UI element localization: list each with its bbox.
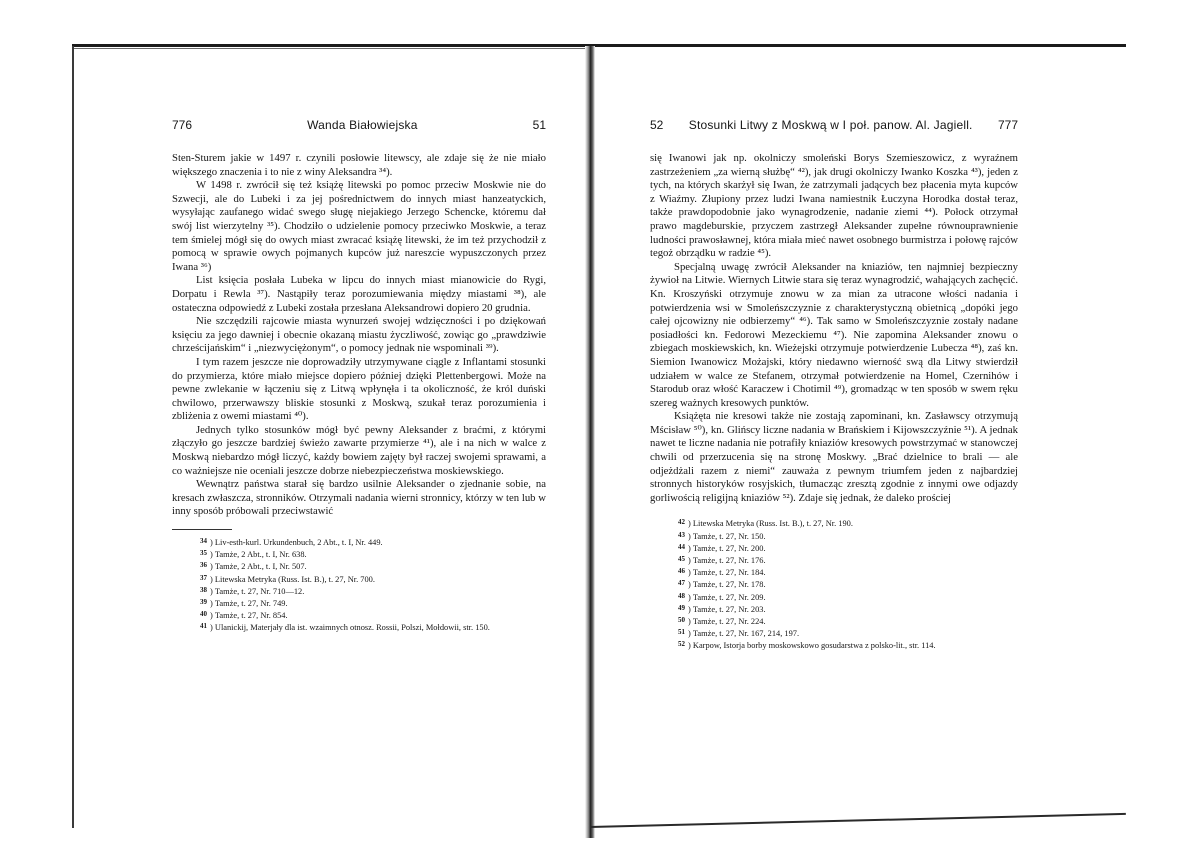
paragraph: List księcia posłała Lubeka w lipcu do innych miast mianowicie do Rygi, Dorpatu i Rewla ³⁷). Nastąpiły teraz porozumiewania między miastami ³⁸), ale ostateczna odpowiedź z Lubeki została przesłana Aleksandrowi dopiero 20 grudnia. [172,274,546,314]
right-body-text [650,152,1018,505]
left-page-edge [72,46,74,828]
paragraph: Książęta nie kresowi także nie zostają zapominani, kn. Zasławscy otrzymują Mścisław ⁵⁰), kn. Glińscy liczne nadania w Brańskiem i Kijowszczyźnie ⁵¹). A jednak nawet te liczne nadania nie potrafiły kniaziów kresowych powstrzymać w stanowczej chwili od przerzucenia się na stronę Moskwy. „Brać dzielnice to brali — ale odjeżdżali razem z niemi“ zauważa z pewnym triumfem jeden z najbardziej stronnych historyków rosyjskich, tłumacząc zresztą zgodnie z innymi owe odjazdy gorliwością religijną kniaziów ⁵²). Zdaje się jednak, że daleko prościej [650,410,1018,504]
paragraph: Nie szczędzili rajcowie miasta wynurzeń swojej wdzięczności i po dziękowań księciu za jego dawniej i obecnie okazaną miastu życzliwość, zowiąc go „prawdziwie chrześcijańskim“ i „niezwyciężonym“, o pomocy jednak nie wspominali ³⁹). [172,315,546,355]
footnote: $^{34}$ ) Liv-esth-kurl. Urkundenbuch, 2 Abt., t. I, Nr. 449. [200,537,383,548]
footnote: $^{38}$ ) Tamże, t. 27, Nr. 710—12. [200,585,305,596]
right-footnotes [650,517,1018,651]
footnote: $^{41}$ ) Ulanickij, Materjały dla ist. wzaimnych otnosz. Rossii, Polszi, Mołdowii, str. 150. [200,622,490,633]
footnote: $^{51}$ ) Tamże, t. 27, Nr. 167, 214, 197. [678,628,800,639]
left-running-head [172,118,546,138]
footnote: $^{37}$ ) Litewska Metryka (Russ. Ist. B.), t. 27, Nr. 700. [200,573,375,584]
paragraph: Wewnątrz państwa starał się bardzo usilnie Aleksander o zjednanie sobie, na kresach zwłaszcza, stronników. Otrzymali nadania wierni stronnicy, którzy w ten lub w inny sposób próbowali przeciwstawić [172,478,546,518]
footnote: $^{52}$ ) Karpow, Istorja borby moskowskowo gosudarstwa z polsko-lit., str. 114. [678,640,936,651]
footnote: $^{46}$ ) Tamże, t. 27, Nr. 184. [678,567,766,578]
footnote: $^{47}$ ) Tamże, t. 27, Nr. 178. [678,579,766,590]
left-page [172,118,546,634]
spread-top-edge-shadow [72,48,592,49]
paragraph: Jednych tylko stosunków mógł być pewny Aleksander z braćmi, z którymi złączyło go jeszcze bardziej świeżo zawarte przymierze ⁴¹), ale i na nich w walce z Moskwą niebardzo mógł liczyć, każdy bowiem zajęty był raczej swojemi sprawami, a co ważniejsze nie oceniali jeszcze dobrze niebezpieczeństwa moskiewskiego. [172,423,546,477]
spread-top-edge [72,44,1126,47]
paragraph: Sten-Sturem jakie w 1497 r. czynili posłowie litewscy, ale zdaje się że nie miało większego znaczenia i to nie z winy Aleksandra ³⁴). [172,152,546,178]
left-page-number: 776 [172,118,193,132]
footnote: $^{43}$ ) Tamże, t. 27, Nr. 150. [678,530,766,541]
left-footnotes [172,536,546,634]
left-section-number: 51 [532,118,546,132]
footnote: $^{40}$ ) Tamże, t. 27, Nr. 854. [200,610,288,621]
footnote-rule [172,529,232,530]
left-running-title: Wanda Białowiejska [307,118,418,132]
footnote: $^{49}$ ) Tamże, t. 27, Nr. 203. [678,603,766,614]
footnote: $^{48}$ ) Tamże, t. 27, Nr. 209. [678,591,766,602]
right-page-number: 777 [997,118,1018,132]
book-gutter [585,46,595,838]
paragraph: Specjalną uwagę zwrócił Aleksander na kniaziów, ten najmniej bezpieczny żywioł na Litwie. Wiernych Litwie stara się teraz wynagrodzić, wahających zachęcić. Kn. Kroszyński otrzymuje znowu w za mian za utracone włości nadania i potwierdzenia wsi w Smoleńszczyznie z charakterystyczną obietnicą „dopóki jego całej ojcowizny nie odbierzemy“ ⁴⁶). Tak samo w Smoleńszczyznie zostały nadane posiadłości kn. Fedorowi Mezeckiemu ⁴⁷). Nie zapomina Aleksander znowu o zbiegach moskiewskich, kn. Wieżejski otrzymuje potwierdzenie Lubecza ⁴⁸), zaś kn. Siemion Iwanowicz Możajski, który niedawno wierność swą dla Litwy stwierdził udziałem w walce ze Stefanem, otrzymał potwierdzenie na Homel, Czernihów i Starodub oraz włość Karaczew i Chotimil ⁴⁹), gromadząc w ten sposób w swem ręku szereg ważnych kresowych punktów. [650,260,1018,409]
right-running-head [650,118,1018,138]
footnote: $^{42}$ ) Litewska Metryka (Russ. Ist. B.), t. 27, Nr. 190. [678,518,853,529]
right-section-number: 52 [650,118,664,132]
footnote: $^{50}$ ) Tamże, t. 27, Nr. 224. [678,616,766,627]
footnote: $^{35}$ ) Tamże, 2 Abt., t. I, Nr. 638. [200,549,307,560]
footnote: $^{44}$ ) Tamże, t. 27, Nr. 200. [678,542,766,553]
paragraph: I tym razem jeszcze nie doprowadziły utrzymywane ciągle z Inflantami stosunki do przymierza, które miało miejsce dopiero później dzięki Plettenbergowi. Może na pewne zwlekanie w łączeniu się z Litwą wpłynęła i ta okoliczność, że król duński chwilowo, przerwawszy bliskie stosunki z Moskwą, szukał teraz porozumienia i zbliżenia z owemi miastami ⁴⁰). [172,355,546,423]
paragraph: się Iwanowi jak np. okolniczy smoleński Borys Szemieszowicz, z wyraźnem zastrzeżeniem „za wierną służbę“ ⁴²), jak drugi okolniczy Iwanko Koszka ⁴³), jeden z tych, na których skarżył się Iwan, że zatrzymali jadących bez płacenia myta kupców z Wiaźmy. Złupiony przez ludzi Iwana namiestnik Łuczyna Horodka dostał teraz, także prawdopodobnie jako wynagrodzenie, nadanie ziemi ⁴⁴). Połock otrzymał prawo magdeburskie, przyczem zastrzegł Aleksander zupełne równouprawnienie ludności prawosławnej, która miała mieć nawet osobnego burmistrza i połowę rajców tegoż obrządku w radzie ⁴⁵). [650,152,1018,260]
right-running-title: Stosunki Litwy z Moskwą w I poł. panow. Al. Jagiell. [688,118,973,132]
footnote: $^{36}$ ) Tamże, 2 Abt., t. I, Nr. 507. [200,561,307,572]
left-body-text [172,152,546,519]
page-bottom-edge [590,813,1126,828]
footnote: $^{39}$ ) Tamże, t. 27, Nr. 749. [200,598,288,609]
right-page [650,118,1018,652]
footnote: $^{45}$ ) Tamże, t. 27, Nr. 176. [678,555,766,566]
paragraph: W 1498 r. zwrócił się też książę litewski po pomoc przeciw Moskwie nie do Szwecji, ale do Lubeki i za jej pośrednictwem do innych miast hanzeatyckich, wysyłając zaufanego widać swego sługę niejakiego Jerzego Schencke, któremu dał swój list wierzytelny ³⁵). Chodziło o udzielenie pomocy przeciwko Moskwie, a teraz tem śmielej mógł się do owych miast zwracać książę litewski, że im też przychodził z pomocą w sprawie owych pojmanych kupców już nareszcie wypuszczonych przez Iwana ³⁶) [172,179,546,273]
